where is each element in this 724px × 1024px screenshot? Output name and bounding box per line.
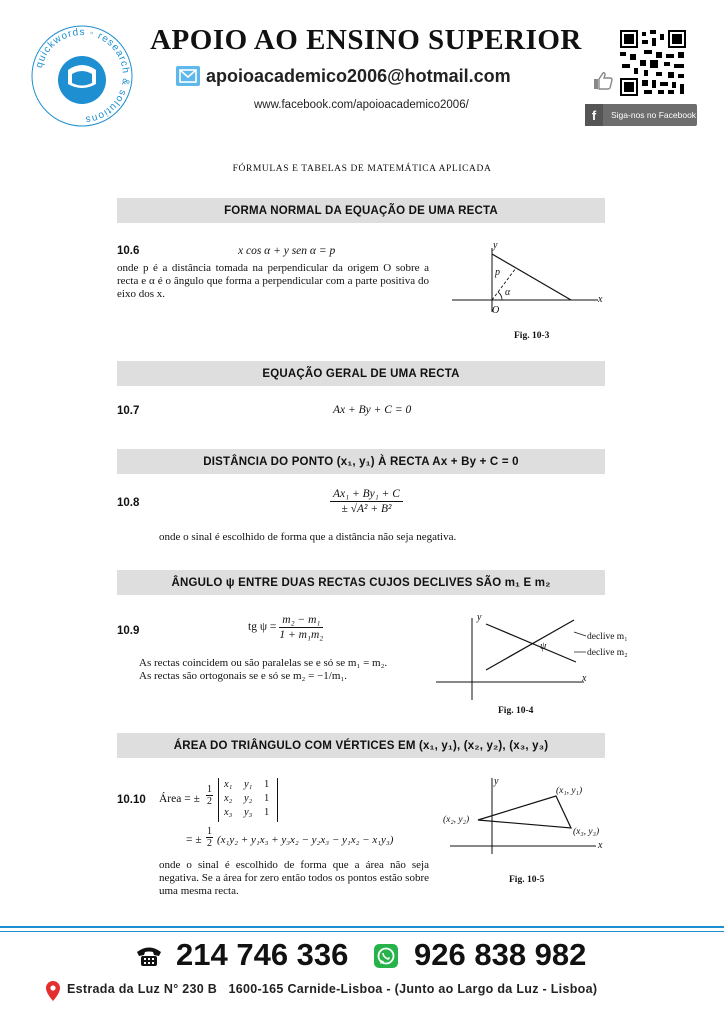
fig-caption: Fig. 10-3	[514, 331, 550, 341]
facebook-follow-button[interactable]	[585, 104, 697, 126]
fig-label-p1: (x₁, y₁)	[556, 786, 583, 796]
section-band-10-6: FORMA NORMAL DA EQUAÇÃO DE UMA RECTA	[117, 198, 605, 223]
determinant-cell: y₁	[244, 779, 253, 790]
fig-label-p3: (x₃, y₃)	[573, 827, 600, 837]
formula-10-9	[248, 614, 323, 641]
fraction-denominator: ± √A² + B²	[341, 503, 392, 515]
determinant-cell: y₃	[244, 807, 253, 818]
fig-label-y: y	[494, 776, 499, 787]
determinant-cell: 1	[264, 793, 270, 804]
fraction-numerator: 1	[207, 826, 212, 837]
thumbs-up-icon	[592, 70, 614, 92]
facebook-url[interactable]: www.facebook.com/apoioacademico2006/	[254, 99, 469, 111]
half-fraction-2	[206, 826, 213, 849]
mobile-number[interactable]: 926 838 982	[414, 937, 587, 972]
formula-description: onde p é a distância tomada na perpendicular da origem O sobre a recta e α é o ângulo que forma a perpendicular com a parte positiva do eixo dos x.	[117, 262, 429, 300]
expansion-lhs: = ±	[186, 834, 202, 846]
fig-label-alpha: α	[505, 287, 511, 298]
formula-number: 10.8	[117, 497, 140, 509]
formula-description: onde o sinal é escolhido de forma que a distância não seja negativa.	[159, 531, 457, 543]
fig-label-p2: (x₂, y₂)	[443, 815, 470, 825]
formula-description: onde o sinal é escolhido de forma que a área não seja negativa. Se a área for zero então todos os pontos estão sobre uma mesma recta.	[159, 859, 429, 897]
condition-orthogonal: As rectas são ortogonais se e só se m₂ = −1/m₁.	[139, 670, 347, 682]
address: Estrada da Luz N° 230 B 1600-165 Carnide-Lisboa - (Junto ao Largo da Luz - Lisboa)	[67, 982, 598, 996]
section-band-10-7: EQUAÇÃO GERAL DE UMA RECTA	[117, 361, 605, 386]
half-fraction	[206, 784, 213, 807]
fig-label-x: x	[598, 294, 603, 305]
determinant-cell: x₃	[224, 807, 233, 818]
determinant-cell: 1	[264, 807, 270, 818]
section-band-10-8: DISTÂNCIA DO PONTO (x₁, y₁) À RECTA Ax + By + C = 0	[117, 449, 605, 474]
section-band-10-9: ÂNGULO ψ ENTRE DUAS RECTAS CUJOS DECLIVES SÃO m₁ E m₂	[117, 570, 605, 595]
fraction-denominator: 2	[207, 796, 212, 807]
quickwords-logo	[28, 22, 136, 130]
phone-number[interactable]: 214 746 336	[176, 937, 349, 972]
header-title: APOIO AO ENSINO SUPERIOR	[150, 24, 582, 56]
formula-10-8	[330, 488, 403, 515]
formula-lhs: tg ψ =	[248, 621, 277, 634]
fig-label-x: x	[598, 840, 603, 851]
formula-number: 10.7	[117, 405, 140, 417]
footer-divider-bottom	[0, 931, 724, 932]
fraction-denominator: 2	[207, 838, 212, 849]
formula-number: 10.9	[117, 625, 140, 637]
figure-10-4	[436, 612, 596, 702]
determinant-cell: x₂	[224, 793, 233, 804]
determinant-cell: x₁	[224, 779, 233, 790]
header-email[interactable]: apoioacademico2006@hotmail.com	[206, 66, 511, 86]
fig-label-x: x	[582, 673, 587, 684]
telephone-icon	[134, 943, 164, 969]
fig-label-slope-1: declive m₁	[587, 632, 628, 642]
fig-label-p: p	[495, 267, 500, 278]
fraction-denominator: 1 + m₁m₂	[279, 629, 324, 641]
footer-divider-top	[0, 926, 724, 928]
whatsapp-icon	[373, 943, 399, 969]
area-expansion: (x₁y₂ + y₁x₃ + y₃x₂ − y₂x₃ − y₁x₂ − x₁y₃)	[217, 834, 394, 846]
fraction-numerator: 1	[207, 784, 212, 795]
area-label: Área = ±	[159, 793, 200, 805]
facebook-icon: f	[585, 104, 603, 126]
fig-label-psi: ψ	[540, 641, 547, 652]
condition-parallel: As rectas coincidem ou são paralelas se e só se m₁ = m₂.	[139, 657, 388, 669]
fig-label-y: y	[477, 612, 482, 623]
location-pin-icon	[45, 980, 61, 1002]
determinant	[218, 778, 278, 822]
formula-10-6: x cos α + y sen α = p	[238, 245, 336, 257]
page-heading: FÓRMULAS E TABELAS DE MATEMÁTICA APLICADA	[232, 164, 492, 174]
fig-label-origin: O	[492, 305, 500, 316]
fig-caption: Fig. 10-4	[498, 706, 534, 716]
facebook-button-label: Siga-nos no Facebook	[611, 110, 697, 120]
fraction-numerator: m₂ − m₁	[279, 614, 323, 628]
email-icon	[176, 66, 200, 86]
determinant-cell: 1	[264, 779, 270, 790]
qr-code-image	[620, 30, 686, 96]
formula-number: 10.10	[117, 794, 146, 806]
formula-10-7: Ax + By + C = 0	[333, 404, 412, 416]
figure-10-3	[446, 240, 611, 318]
fraction-numerator: Ax₁ + By₁ + C	[330, 488, 403, 502]
section-band-10-10: ÁREA DO TRIÂNGULO COM VÉRTICES EM (x₁, y₁), (x₂, y₂), (x₃, y₃)	[117, 733, 605, 758]
determinant-cell: y₂	[244, 793, 253, 804]
svg-text:quickwords ◦ research & soluti: quickwords ◦ research & solutions	[33, 26, 132, 125]
formula-number: 10.6	[117, 245, 140, 257]
fig-caption: Fig. 10-5	[509, 875, 545, 885]
fig-label-slope-2: declive m₂	[587, 648, 628, 658]
fig-label-y: y	[493, 240, 498, 251]
